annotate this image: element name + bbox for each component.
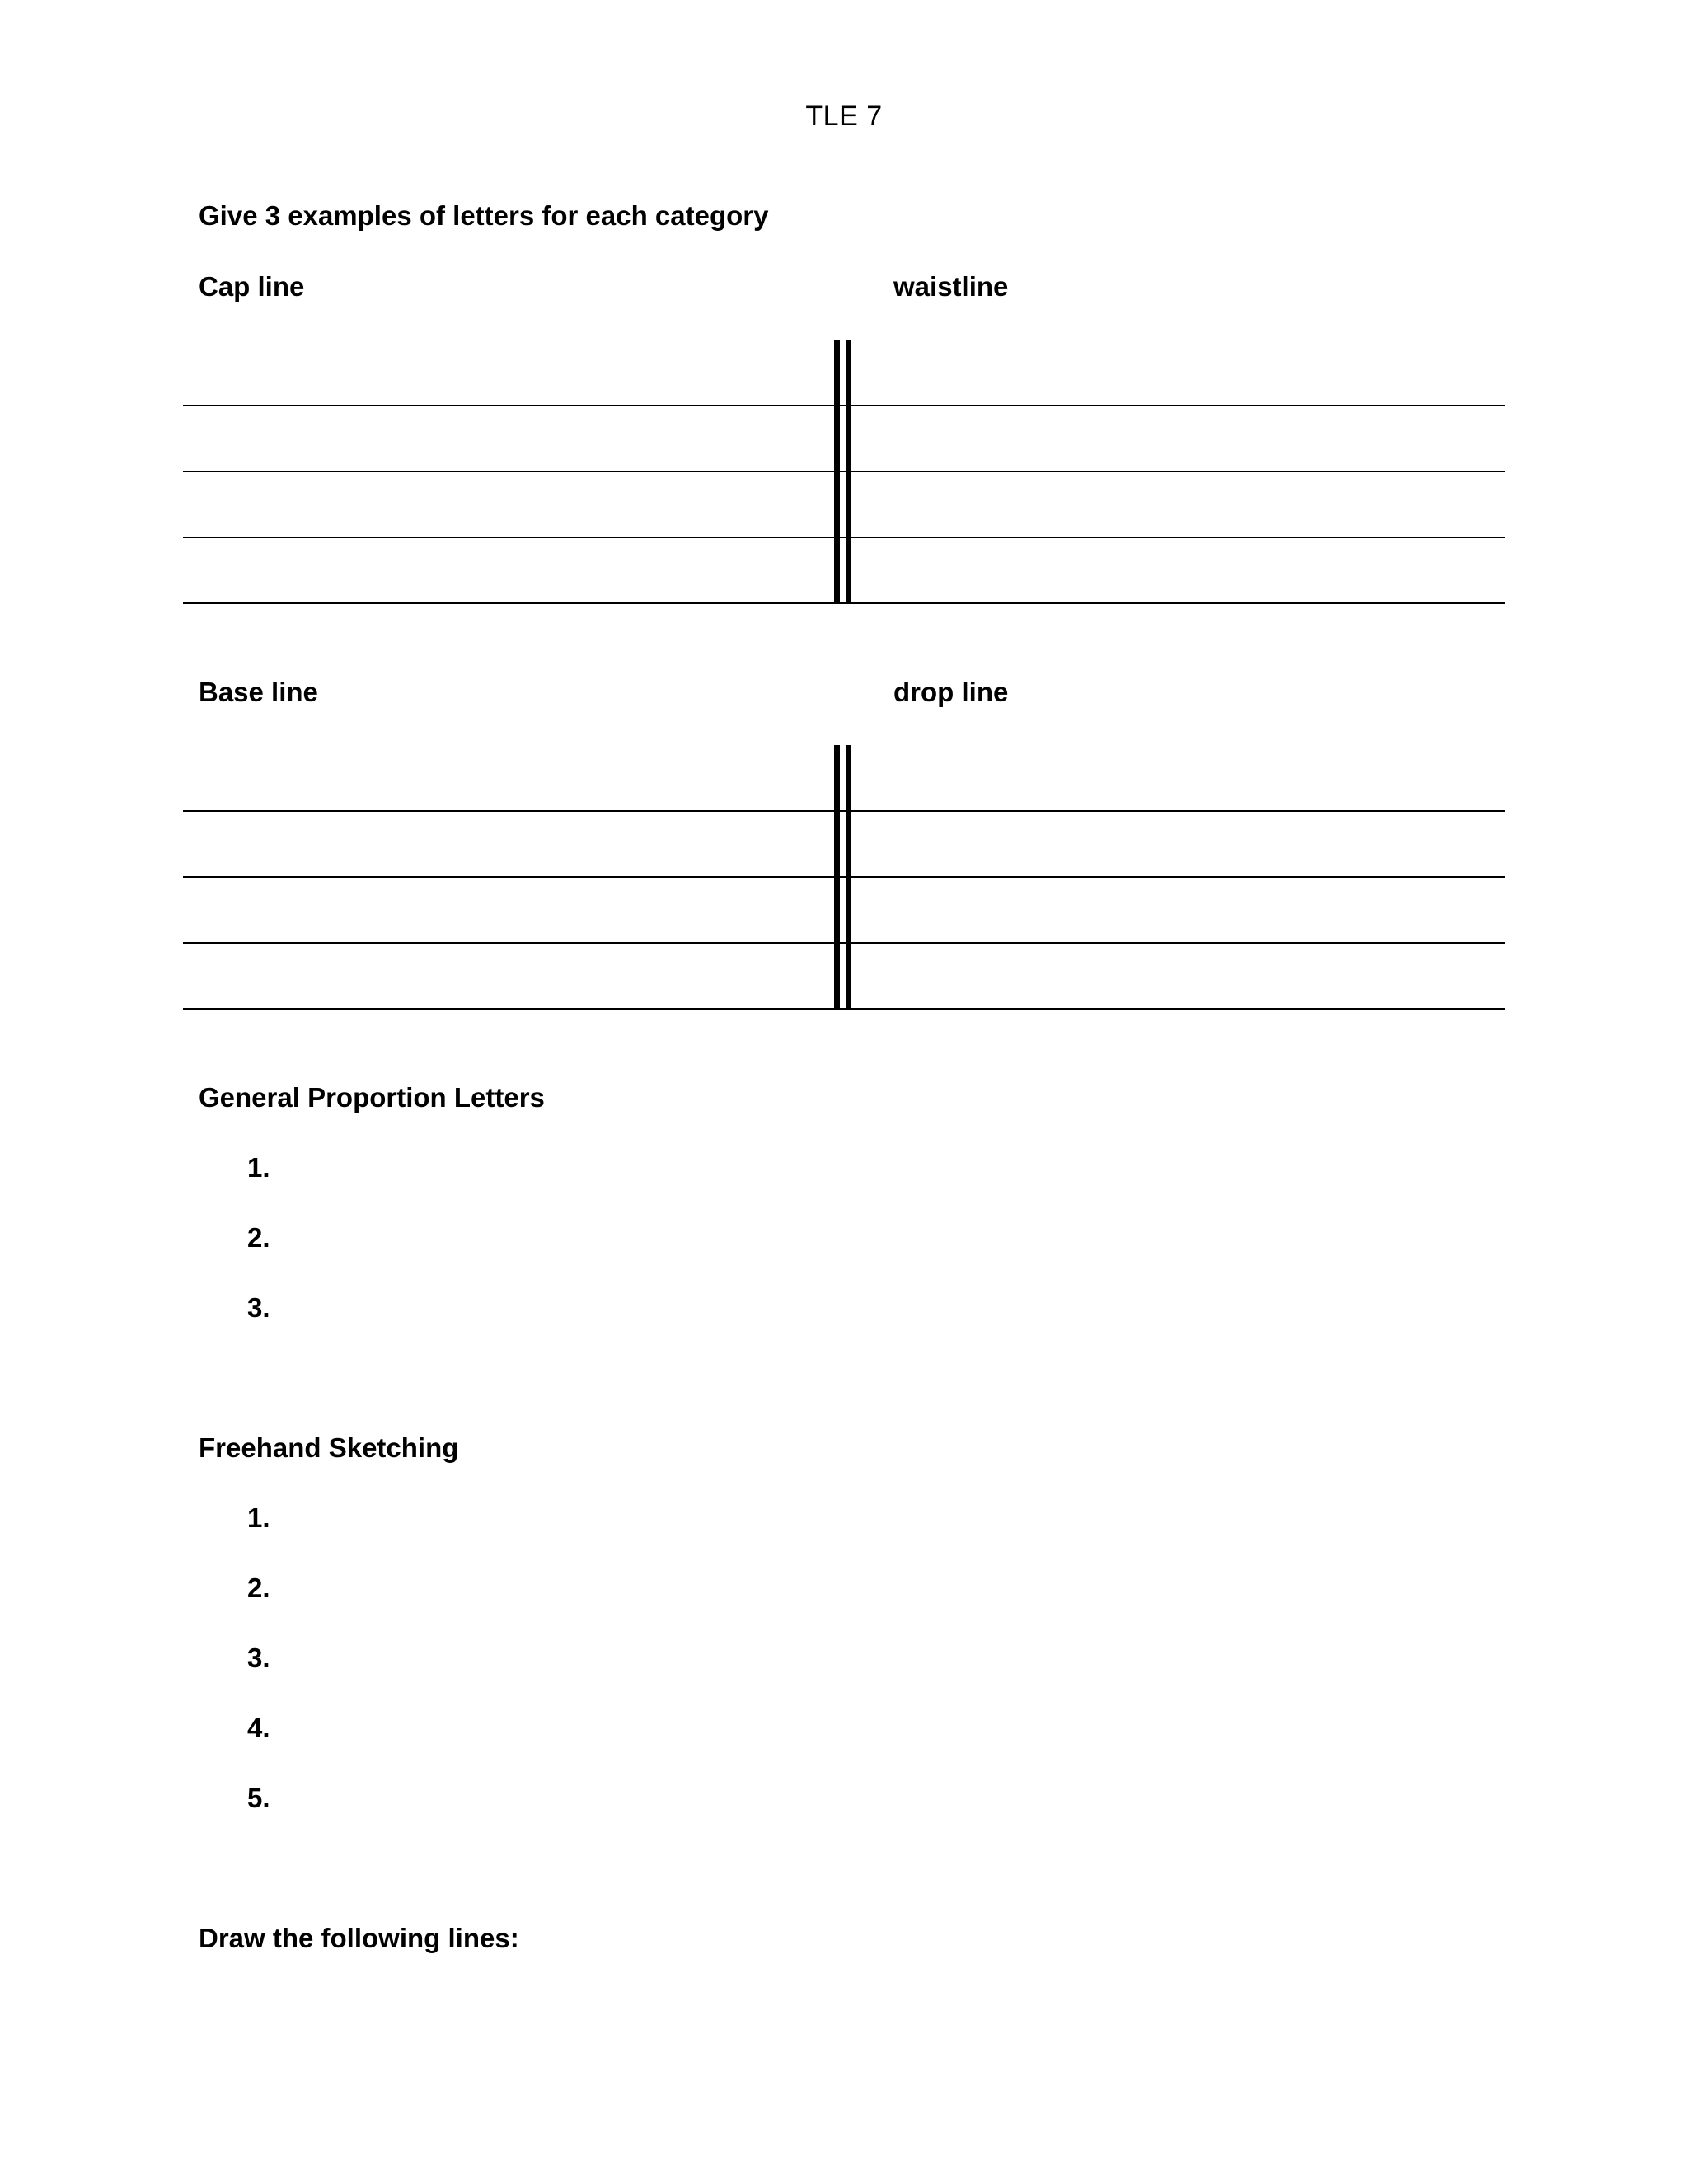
list-item-number: 2. xyxy=(247,1572,270,1603)
general-proportion-heading: General Proportion Letters xyxy=(199,1082,545,1113)
base-line-label: Base line xyxy=(199,677,318,707)
list-item-number: 2. xyxy=(247,1222,270,1253)
instruction-heading: Give 3 examples of letters for each category xyxy=(199,200,769,231)
grid-line xyxy=(183,537,1505,538)
list-item-number: 3. xyxy=(247,1643,270,1673)
divider-bar xyxy=(834,745,840,1010)
list-item-number: 1. xyxy=(247,1152,270,1183)
list-item-number: 3. xyxy=(247,1292,270,1323)
draw-lines-heading: Draw the following lines: xyxy=(199,1923,519,1953)
divider-bar xyxy=(834,340,840,604)
list-item-number: 4. xyxy=(247,1713,270,1743)
grid-line xyxy=(183,810,1505,812)
waistline-label: waistline xyxy=(893,271,1009,302)
divider-bar xyxy=(846,340,851,604)
list-item-number: 1. xyxy=(247,1502,270,1533)
cap-line-label: Cap line xyxy=(199,271,305,302)
page-title: TLE 7 xyxy=(805,101,883,132)
grid-line xyxy=(183,602,1505,604)
freehand-heading: Freehand Sketching xyxy=(199,1432,459,1463)
grid-line xyxy=(183,1008,1505,1010)
drop-line-label: drop line xyxy=(893,677,1009,707)
grid-line xyxy=(183,405,1505,406)
list-item-number: 5. xyxy=(247,1783,270,1813)
grid-line xyxy=(183,471,1505,472)
divider-bar xyxy=(846,745,851,1010)
grid-line xyxy=(183,876,1505,878)
grid-line xyxy=(183,942,1505,944)
